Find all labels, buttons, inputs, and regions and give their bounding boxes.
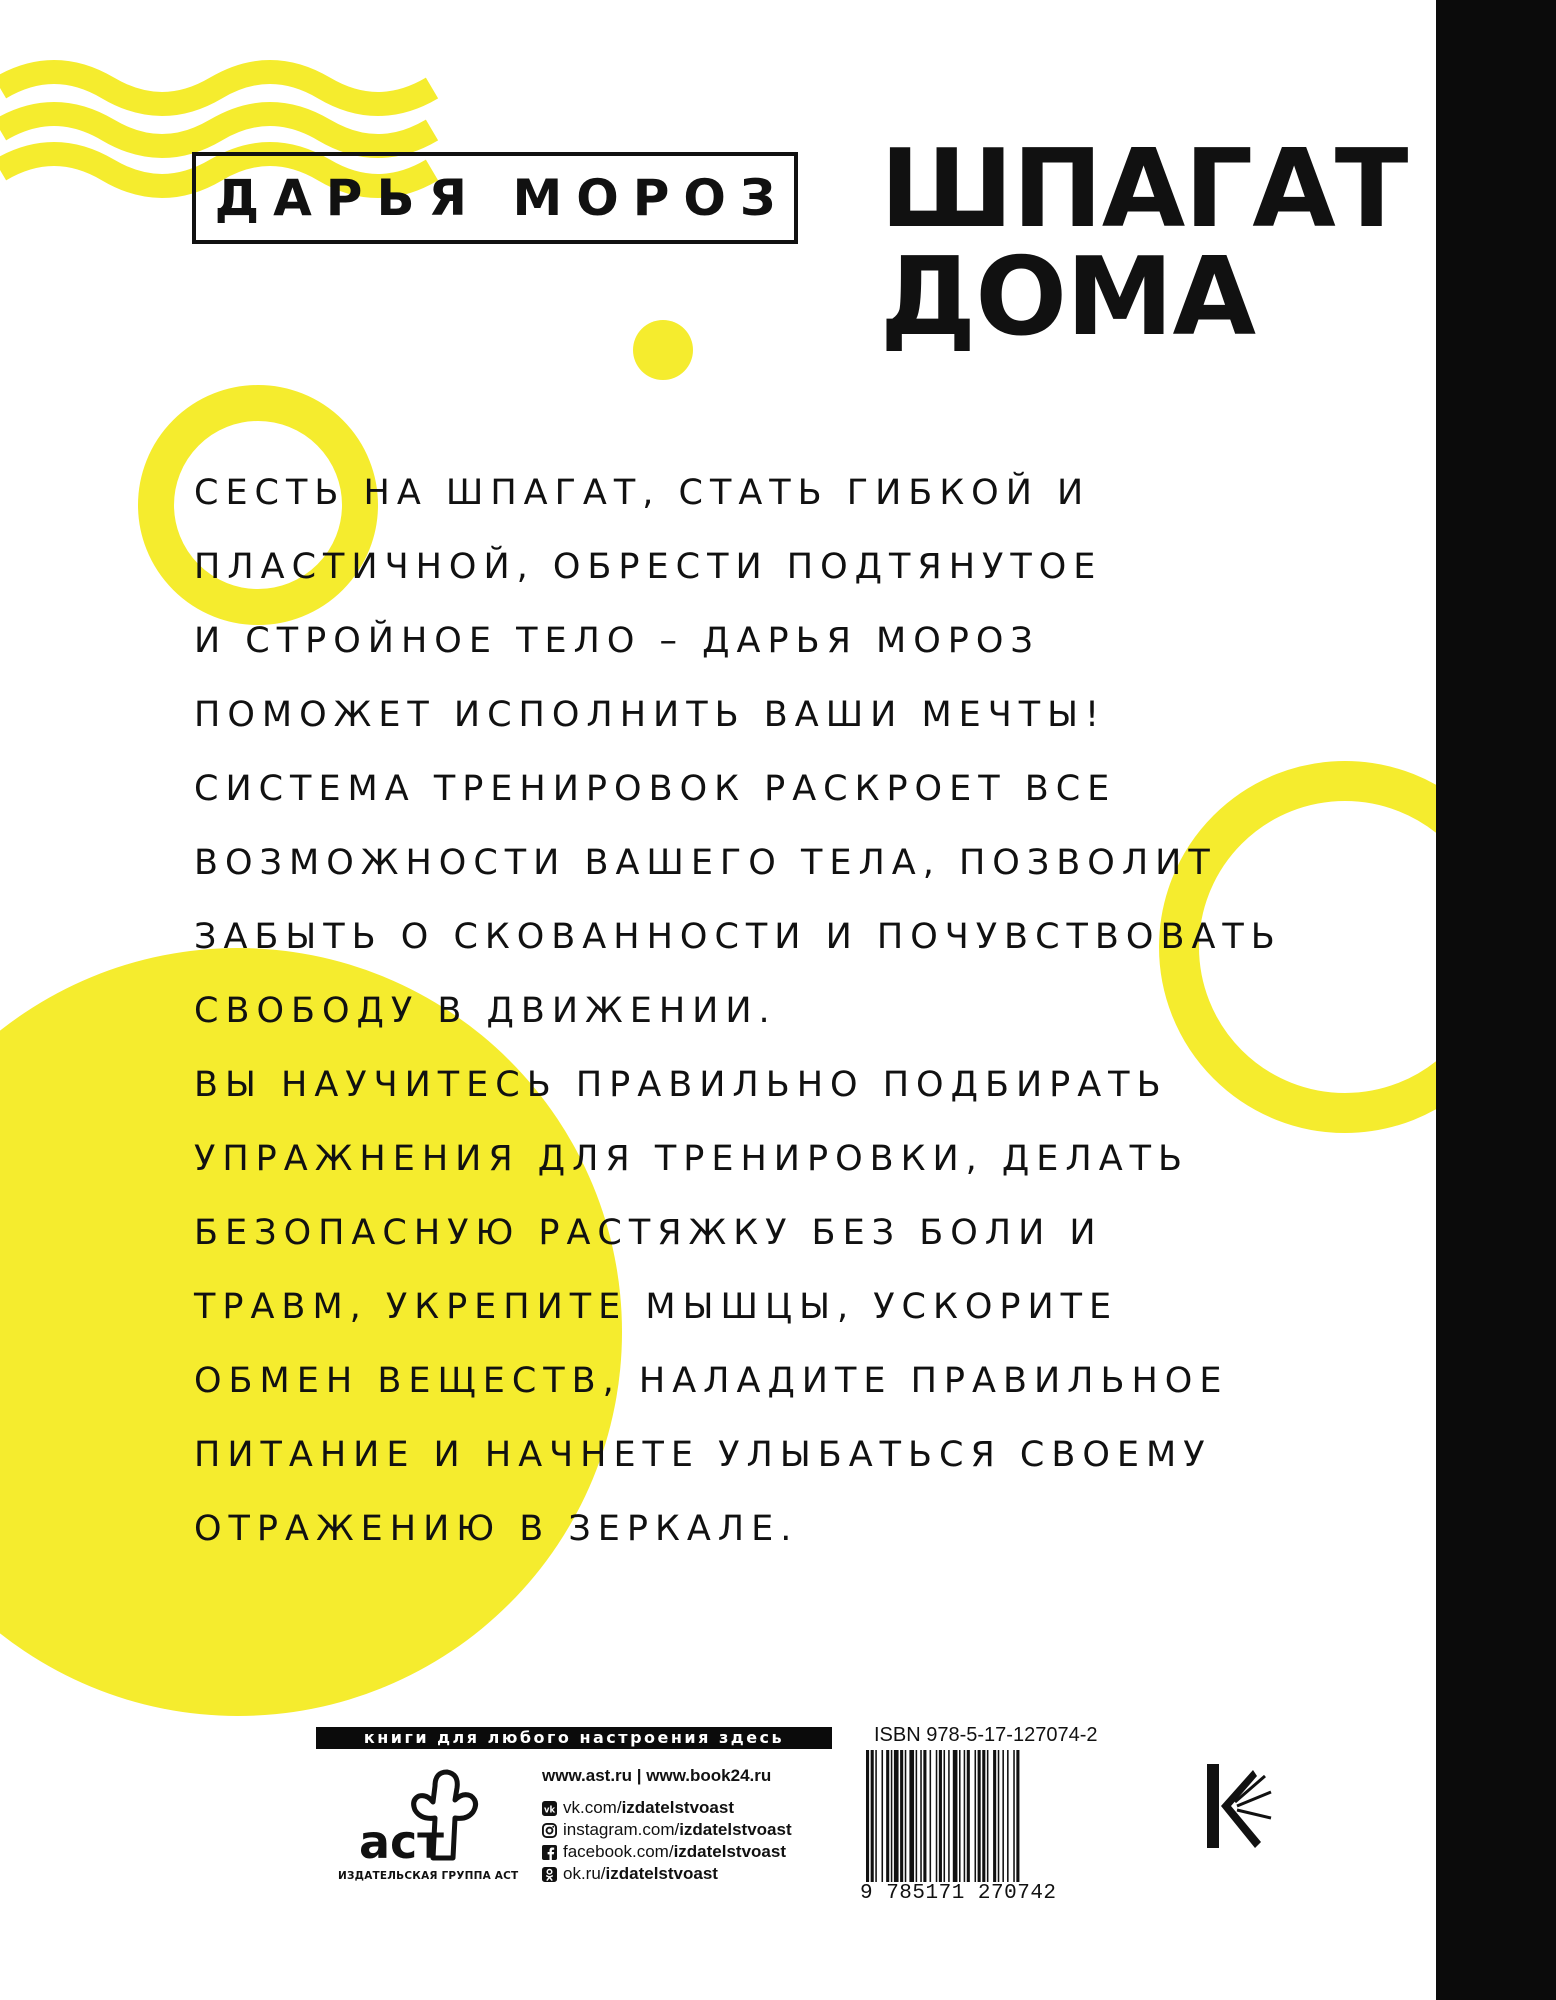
isbn-label: ISBN 978-5-17-127074-2 — [874, 1724, 1098, 1746]
blurb — [194, 456, 1394, 1566]
barcode-bar — [920, 1750, 922, 1882]
instagram-icon — [542, 1823, 557, 1838]
social-link-vk[interactable] — [542, 1797, 792, 1819]
barcode-bar — [900, 1750, 903, 1882]
barcode-bar — [975, 1750, 977, 1882]
author-name: ДАРЬЯ МОРОЗ — [192, 152, 798, 244]
small-dot — [633, 320, 693, 380]
barcode-bar — [987, 1750, 989, 1882]
social-link-prefix: instagram.com/ — [563, 1820, 680, 1839]
logo-text: аст — [359, 1815, 444, 1866]
blurb-line: ТРАВМ, УКРЕПИТЕ МЫШЦЫ, УСКОРИТЕ — [194, 1287, 1119, 1327]
imprint-page-lines — [1235, 1776, 1271, 1818]
barcode-bar — [909, 1750, 914, 1882]
barcode-bar — [1007, 1750, 1009, 1882]
barcode-bar — [953, 1750, 958, 1882]
social-link-prefix: vk.com/ — [563, 1798, 622, 1817]
social-link-handle: izdatelstvoast — [605, 1864, 718, 1883]
imprint-bar — [1207, 1764, 1219, 1848]
social-link-handle: izdatelstvoast — [673, 1842, 786, 1861]
barcode-bar — [916, 1750, 918, 1882]
barcode-bar — [982, 1750, 985, 1882]
blurb-line: ВОЗМОЖНОСТИ ВАШЕГО ТЕЛА, ПОЗВОЛИТ — [194, 843, 1217, 883]
barcode-bar — [978, 1750, 981, 1882]
blurb-line: ПОМОЖЕТ ИСПОЛНИТЬ ВАШИ МЕЧТЫ! — [194, 695, 1107, 735]
barcode-bar — [939, 1750, 942, 1882]
barcode-bar — [866, 1750, 869, 1882]
barcode-bar — [1002, 1750, 1004, 1882]
social-link-odnoklassniki[interactable] — [542, 1863, 792, 1885]
publisher-tagline: книги для любого настроения здесь — [316, 1727, 832, 1749]
social-link-facebook[interactable] — [542, 1841, 792, 1863]
blurb-line: ПЛАСТИЧНОЙ, ОБРЕСТИ ПОДТЯНУТОЕ — [194, 547, 1103, 587]
barcode-bar — [875, 1750, 877, 1882]
barcode-icon — [866, 1750, 1108, 1882]
social-links — [542, 1797, 792, 1885]
blurb-line: СЕСТЬ НА ШПАГАТ, СТАТЬ ГИБКОЙ И — [194, 473, 1091, 513]
social-link-handle: izdatelstvoast — [621, 1798, 734, 1817]
book-title — [880, 127, 1408, 360]
book-spine — [1436, 0, 1556, 2000]
barcode-bar — [967, 1750, 970, 1882]
blurb-line: ОТРАЖЕНИЮ В ЗЕРКАЛЕ. — [194, 1509, 799, 1549]
barcode-bar — [948, 1750, 950, 1882]
vk-icon — [542, 1801, 557, 1816]
barcode-bar — [1013, 1750, 1015, 1882]
barcode-bar — [993, 1750, 996, 1882]
barcode-bar — [923, 1750, 926, 1882]
barcode-bar — [891, 1750, 893, 1882]
barcode-bar — [882, 1750, 884, 1882]
blurb-line: СИСТЕМА ТРЕНИРОВОК РАСКРОЕТ ВСЕ — [194, 769, 1117, 809]
barcode-bar — [998, 1750, 1000, 1882]
barcode-bar — [959, 1750, 961, 1882]
imprint-book-pages — [1221, 1770, 1261, 1848]
blurb-line: СВОБОДУ В ДВИЖЕНИИ. — [194, 991, 777, 1031]
ast-logo-icon — [355, 1766, 495, 1866]
blurb-line: ОБМЕН ВЕЩЕСТВ, НАЛАДИТЕ ПРАВИЛЬНОЕ — [194, 1361, 1229, 1401]
facebook-icon — [542, 1845, 557, 1860]
blurb-line: ЗАБЫТЬ О СКОВАННОСТИ И ПОЧУВСТВОВАТЬ — [194, 917, 1282, 957]
social-link-instagram[interactable] — [542, 1819, 792, 1841]
blurb-line: УПРАЖНЕНИЯ ДЛЯ ТРЕНИРОВКИ, ДЕЛАТЬ — [194, 1139, 1190, 1179]
odnoklassniki-icon — [542, 1867, 557, 1882]
title-line-2: ДОМА — [880, 235, 1256, 360]
barcode-bar — [905, 1750, 907, 1882]
blurb-line: ПИТАНИЕ И НАЧНЕТЕ УЛЫБАТЬСЯ СВОЕМУ — [194, 1435, 1212, 1475]
barcode-bar — [871, 1750, 874, 1882]
publisher-websites[interactable]: www.ast.ru | www.book24.ru — [542, 1766, 772, 1785]
imprint-logo-icon — [1205, 1762, 1275, 1852]
barcode-bar — [886, 1750, 889, 1882]
title-line-1: ШПАГАТ — [880, 127, 1408, 252]
barcode-bar — [1016, 1750, 1019, 1882]
barcode-bar — [964, 1750, 966, 1882]
social-link-prefix: facebook.com/ — [563, 1842, 674, 1861]
barcode-digits: 9 785171 270742 — [860, 1882, 1057, 1905]
blurb-line: И СТРОЙНОЕ ТЕЛО – ДАРЬЯ МОРОЗ — [194, 621, 1040, 661]
barcode-bar — [936, 1750, 938, 1882]
svg-text:vk: vk — [543, 1803, 556, 1814]
social-link-handle: izdatelstvoast — [679, 1820, 792, 1839]
social-link-prefix: ok.ru/ — [563, 1864, 606, 1883]
publisher-name: ИЗДАТЕЛЬСКАЯ ГРУППА АСТ — [338, 1870, 519, 1882]
barcode-bar — [894, 1750, 899, 1882]
blurb-line: ВЫ НАУЧИТЕСЬ ПРАВИЛЬНО ПОДБИРАТЬ — [194, 1065, 1168, 1105]
barcode-bar — [930, 1750, 932, 1882]
wave-stripe-middle — [0, 114, 432, 146]
barcode-bar — [944, 1750, 946, 1882]
blurb-line: БЕЗОПАСНУЮ РАСТЯЖКУ БЕЗ БОЛИ И — [194, 1213, 1103, 1253]
wave-stripe-top — [0, 72, 432, 104]
